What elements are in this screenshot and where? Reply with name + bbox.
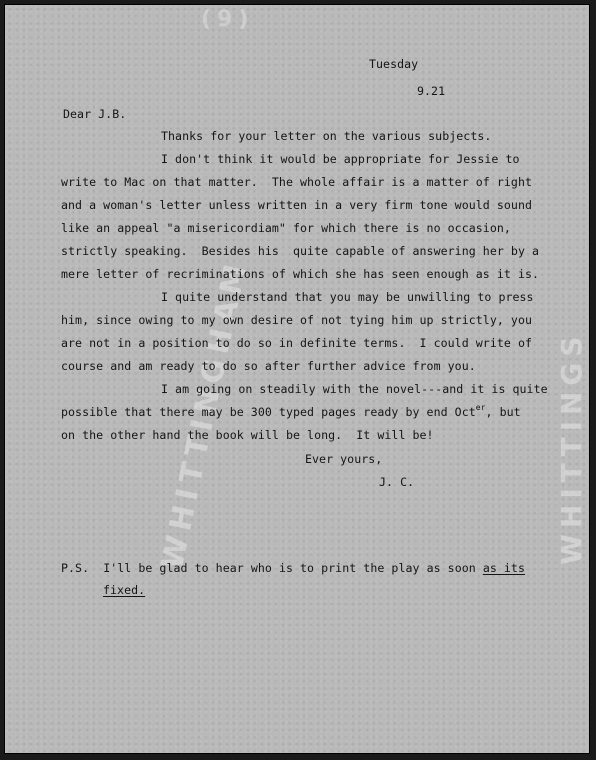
body-line-5: like an appeal "a misericordiam" for which there is no occasion, (61, 221, 511, 235)
body-line-6: strictly speaking. Besides his quite capable of answering her by a (61, 244, 540, 258)
watermark-right: WHITTINGS (555, 330, 588, 565)
postscript-line-1 (61, 561, 525, 575)
signature: J. C. (379, 475, 415, 489)
watermark-left: WHITTINGHAM (155, 255, 255, 573)
body-line-13-text: possible that there may be 300 typed pages ready by end Oct (61, 405, 476, 419)
body-line-13 (61, 405, 521, 421)
body-line-12: I am going on steadily with the novel---and it is quite (161, 382, 548, 396)
body-line-14: on the other hand the book will be long. It will be! (61, 428, 434, 442)
ps-underlined-1: as its (482, 561, 525, 575)
body-line-1: Thanks for your letter on the various subjects. (161, 129, 492, 143)
ps-underlined-2: fixed. (103, 583, 146, 597)
body-line-7: mere letter of recriminations of which she has seen enough as it is. (61, 267, 540, 281)
body-line-2: I don't think it would be appropriate for Jessie to (161, 152, 520, 166)
body-line-13-end: , but (485, 405, 521, 419)
closing: Ever yours, (305, 452, 383, 466)
watermark-top: (9) (201, 7, 255, 32)
postscript-line-2 (103, 583, 145, 597)
letter-day: Tuesday (369, 57, 419, 71)
letter-date: 9.21 (417, 84, 446, 98)
letter-page (4, 4, 590, 754)
oct-superscript: er (475, 403, 486, 412)
ps-label: P.S. (61, 561, 90, 575)
body-line-11: course and am ready to do so after further advice from you. (61, 359, 476, 373)
body-line-4: and a woman's letter unless written in a very firm tone would sound (61, 198, 533, 212)
salutation: Dear J.B. (63, 107, 127, 121)
body-line-10: are not in a position to do so in definite terms. I could write of (61, 336, 533, 350)
body-line-9: him, since owing to my own desire of not tying him up strictly, you (61, 313, 533, 327)
body-line-3: write to Mac on that matter. The whole affair is a matter of right (61, 175, 533, 189)
body-line-8: I quite understand that you may be unwilling to press (161, 290, 534, 304)
ps-text: I'll be glad to hear who is to print the play as soon (103, 561, 483, 575)
